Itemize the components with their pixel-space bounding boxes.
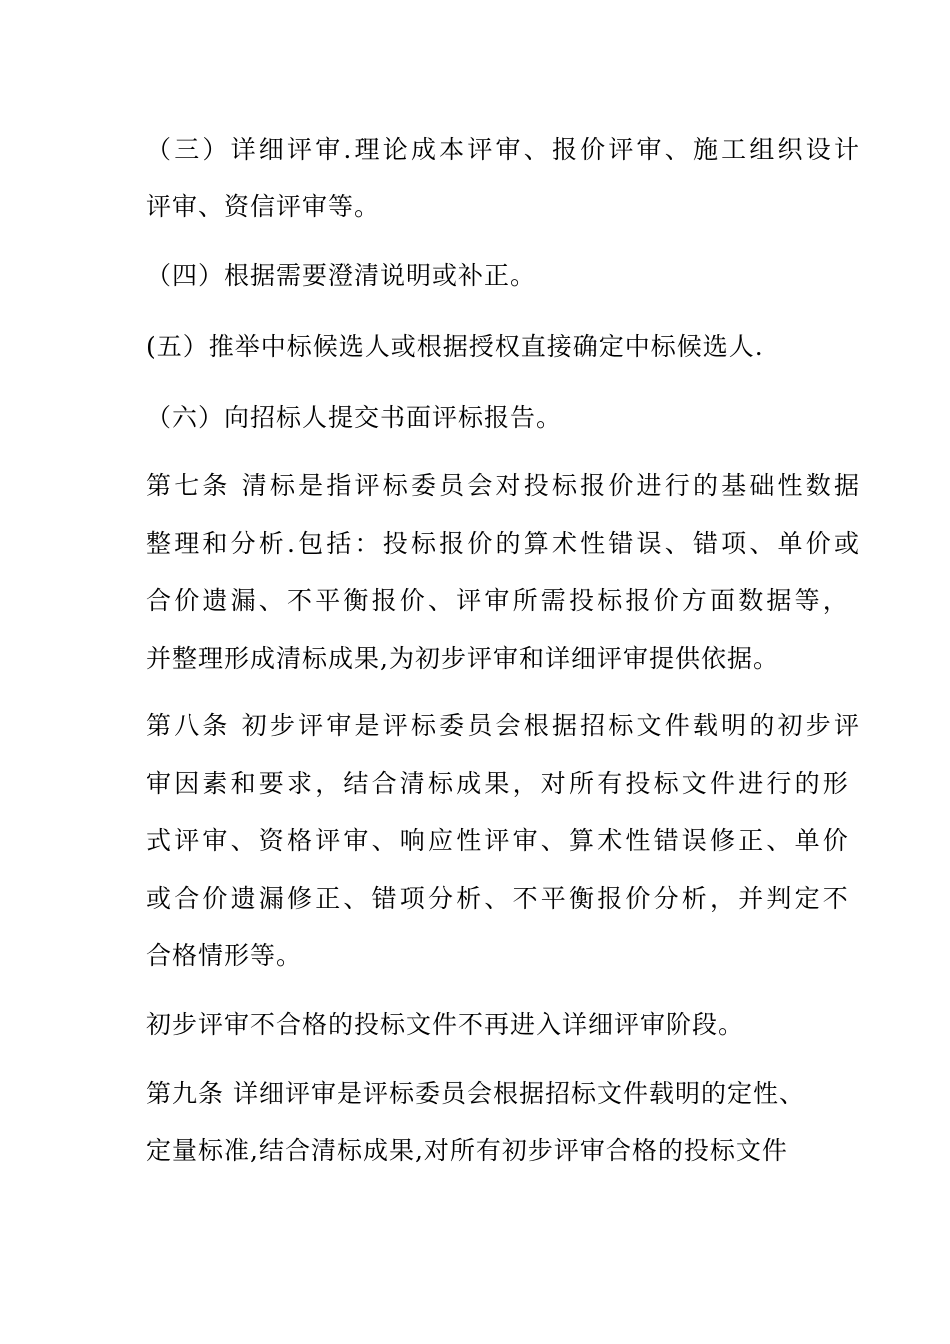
text-line-16: 第九条 详细评审是评标委员会根据招标文件载明的定性、 <box>146 1079 805 1108</box>
text-line-9: 并整理形成清标成果,为初步评审和详细评审提供依据。 <box>146 644 779 673</box>
text-line-12: 式评审、资格评审、响应性评审、算术性错误修正、单价 <box>146 826 852 855</box>
text-line-10: 第八条 初步评审是评标委员会根据招标文件载明的初步评 <box>146 711 863 740</box>
text-line-17: 定量标准,结合清标成果,对所有初步评审合格的投标文件 <box>146 1136 788 1165</box>
text-line-8: 合价遗漏、不平衡报价、评审所需投标报价方面数据等， <box>146 586 852 615</box>
text-line-11: 审因素和要求，结合清标成果，对所有投标文件进行的形 <box>146 769 852 798</box>
text-line-1: （三）详细评审.理论成本评审、报价评审、施工组织设计 <box>146 135 863 164</box>
text-line-15: 初步评审不合格的投标文件不再进入详细评审阶段。 <box>146 1010 745 1039</box>
text-line-7: 整理和分析.包括：投标报价的算术性错误、错项、单价或 <box>146 529 863 558</box>
text-line-14: 合格情形等。 <box>146 941 303 970</box>
text-line-4: (五）推举中标候选人或根据授权直接确定中标候选人. <box>146 332 764 361</box>
text-line-5: （六）向招标人提交书面评标报告。 <box>146 403 563 432</box>
text-line-6: 第七条 清标是指评标委员会对投标报价进行的基础性数据 <box>146 471 863 500</box>
text-line-2: 评审、资信评审等。 <box>146 192 381 221</box>
text-line-13: 或合价遗漏修正、错项分析、不平衡报价分析，并判定不 <box>146 884 852 913</box>
text-line-3: （四）根据需要澄清说明或补正。 <box>146 261 537 290</box>
